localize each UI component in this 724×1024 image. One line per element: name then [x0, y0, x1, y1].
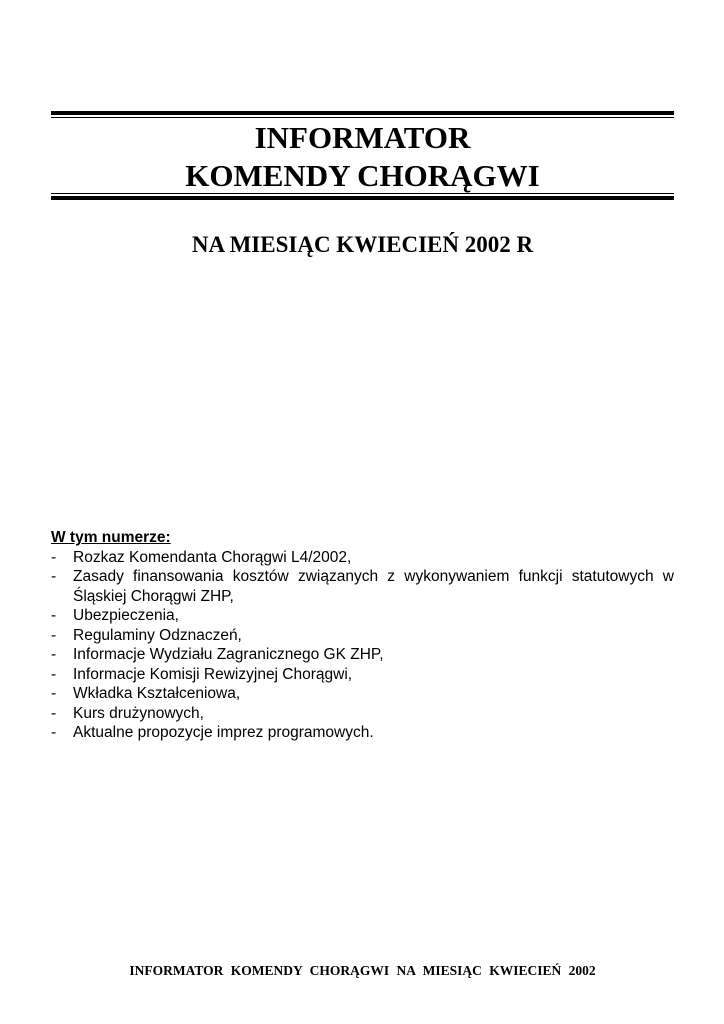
list-item-text: Zasady finansowania kosztów związanych z wykonywaniem funkcji statutowych w Śląskiej Chorągwi ZHP,: [73, 568, 674, 605]
top-rule-thin: [51, 117, 674, 118]
page-footer: INFORMATOR KOMENDY CHORĄGWI NA MIESIĄC KWIECIEŃ 2002: [129, 963, 596, 978]
list-item-text: Ubezpieczenia,: [73, 607, 179, 624]
list-item: [51, 626, 674, 646]
bottom-rule-thin: [51, 193, 674, 194]
list-item: [51, 665, 674, 685]
toc-heading: W tym numerze:: [51, 529, 171, 546]
bullet-dash: -: [51, 607, 57, 624]
bullet-dash: -: [51, 548, 57, 566]
list-item-text: Informacje Wydziału Zagranicznego GK ZHP,: [73, 646, 384, 663]
bottom-rule-thick: [51, 196, 674, 200]
bullet-dash: -: [51, 704, 57, 722]
bullet-dash: -: [51, 724, 57, 741]
table-of-contents: [51, 528, 674, 743]
list-item: [51, 548, 674, 568]
bullet-dash: -: [51, 665, 57, 683]
list-item-text: Regulaminy Odznaczeń,: [73, 626, 242, 644]
bullet-dash: -: [51, 626, 57, 644]
title-line-1: INFORMATOR: [254, 120, 471, 155]
list-item-text: Aktualne propozycje imprez programowych.: [73, 724, 374, 741]
top-rule-thick: [51, 111, 674, 115]
list-item: [51, 645, 674, 665]
list-item: [51, 723, 674, 743]
title-line-2: KOMENDY CHORĄGWI: [185, 158, 540, 193]
list-item-text: Kurs drużynowych,: [73, 704, 204, 722]
list-item: [51, 704, 674, 724]
list-item: [51, 684, 674, 704]
bullet-dash: -: [51, 568, 57, 585]
list-item: [51, 606, 674, 626]
list-item-text: Informacje Komisji Rewizyjnej Chorągwi,: [73, 665, 353, 683]
bullet-dash: -: [51, 646, 57, 663]
list-item: [51, 567, 674, 606]
issue-subtitle: NA MIESIĄC KWIECIEŃ 2002 R: [191, 232, 534, 257]
bullet-dash: -: [51, 685, 57, 702]
toc-list: [51, 548, 674, 743]
list-item-text: Rozkaz Komendanta Chorągwi L4/2002,: [73, 548, 352, 566]
list-item-text: Wkładka Kształceniowa,: [73, 685, 241, 702]
